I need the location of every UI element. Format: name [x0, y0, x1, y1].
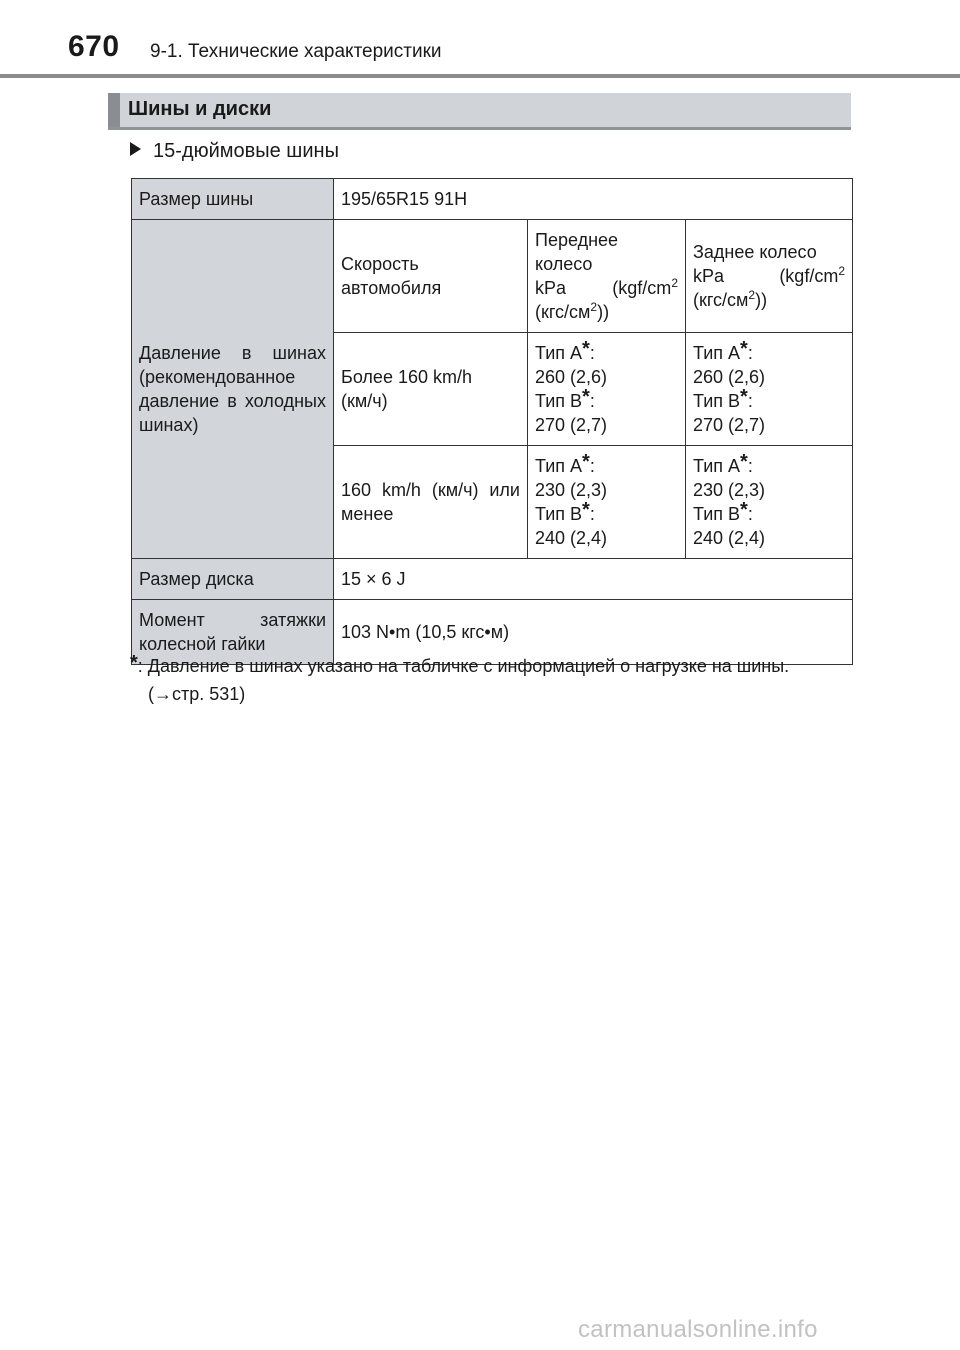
footnote-text: : Давление в шинах указано на табличке с информацией о нагрузке на шины.: [137, 656, 790, 676]
header-section-path: 9-1. Технические характеристики: [150, 41, 442, 62]
column-header-speed: [334, 220, 528, 333]
pressure-value: 230 (2,3): [535, 480, 608, 500]
watermark: carmanualsonline.info: [578, 1316, 818, 1343]
front-header-line: Переднее: [535, 230, 619, 250]
type-label: Тип A: [535, 343, 583, 363]
type-label: Тип B: [693, 504, 741, 524]
speed-line: 160 km/h (км/ч) или: [341, 480, 520, 500]
rim-size-value: 15 × 6 J: [334, 559, 853, 600]
front-pressure-cell: [528, 446, 686, 559]
colon: :: [747, 456, 753, 476]
rear-pressure-cell: [686, 446, 853, 559]
front-header-line: колесо: [535, 254, 593, 274]
table-row: [132, 179, 853, 220]
section-heading-bar: [108, 93, 851, 130]
type-label: Тип B: [693, 391, 741, 411]
footnote-line: [130, 652, 850, 680]
speed-line: (км/ч): [341, 391, 388, 411]
unit-kpa: kPa: [693, 266, 725, 286]
type-label: Тип A: [535, 456, 583, 476]
pressure-value: 230 (2,3): [693, 480, 766, 500]
type-line: [535, 386, 678, 413]
column-header-speed-line: Скорость: [341, 254, 419, 274]
pressure-value: 240 (2,4): [535, 528, 608, 548]
pressure-value: 260 (2,6): [693, 367, 766, 387]
asterisk-mark: *: [740, 386, 748, 408]
column-header-rear-wheel: [686, 220, 853, 333]
colon: :: [747, 504, 753, 524]
footnote: [130, 652, 850, 708]
speed-line: Более 160 km/h: [341, 367, 472, 387]
table-row: [132, 220, 853, 333]
asterisk-mark: *: [582, 451, 590, 473]
asterisk-mark: *: [582, 338, 590, 360]
speed-cell: [334, 446, 528, 559]
type-label: Тип A: [693, 343, 741, 363]
front-header-unit: [535, 276, 678, 300]
torque-label-line: Момент затяжки: [139, 610, 326, 630]
type-label: Тип A: [693, 456, 741, 476]
section-accent-block: [108, 93, 120, 127]
colon: :: [589, 504, 595, 524]
asterisk-mark: *: [740, 338, 748, 360]
rear-pressure-cell: [686, 333, 853, 446]
pressure-label-line: Давление в шинах: [139, 343, 326, 363]
column-header-speed-line: автомобиля: [341, 278, 442, 298]
colon: :: [589, 456, 595, 476]
unit-exponent: 2: [748, 288, 756, 302]
pressure-value: 260 (2,6): [535, 367, 608, 387]
pressure-value: 270 (2,7): [535, 415, 608, 435]
rim-size-label: Размер диска: [132, 559, 334, 600]
type-line: [693, 338, 845, 365]
unit-exponent: 2: [590, 300, 598, 314]
unit-ru-text: (кгс/см: [535, 302, 591, 322]
asterisk-mark: *: [740, 499, 748, 521]
asterisk-mark: *: [582, 386, 590, 408]
unit-kgf-text: (kgf/cm: [779, 266, 839, 286]
pressure-value: 270 (2,7): [693, 415, 766, 435]
asterisk-mark: *: [582, 499, 590, 521]
column-header-front-wheel: [528, 220, 686, 333]
unit-kgf-text: (kgf/cm: [612, 278, 672, 298]
footnote-reference: (→стр. 531): [148, 684, 246, 704]
pressure-label: [132, 220, 334, 559]
tire-size-label: Размер шины: [132, 179, 334, 220]
colon: :: [589, 343, 595, 363]
section-title: Шины и диски: [128, 98, 272, 120]
colon: :: [747, 343, 753, 363]
type-label: Тип B: [535, 391, 583, 411]
type-line: [535, 338, 678, 365]
type-line: [535, 451, 678, 478]
speed-line: менее: [341, 504, 394, 524]
footnote-asterisk: *: [130, 652, 138, 674]
colon: :: [589, 391, 595, 411]
asterisk-mark: *: [740, 451, 748, 473]
unit-ru-close: )): [597, 302, 610, 322]
triangle-bullet-icon: [130, 142, 141, 156]
torque-label-line: колесной гайки: [139, 634, 266, 654]
type-line: [693, 451, 845, 478]
rear-header-line: Заднее колесо: [693, 242, 817, 262]
subsection-heading: [130, 140, 339, 163]
pressure-value: 240 (2,4): [693, 528, 766, 548]
type-line: [693, 499, 845, 526]
unit-ru-close: )): [755, 290, 768, 310]
rear-header-unit: [693, 264, 845, 288]
torque-value: 103 N•m (10,5 кгс•м): [334, 600, 853, 665]
pressure-label-line: шинах): [139, 415, 199, 435]
unit-kgf: [779, 264, 845, 288]
tire-size-value: 195/65R15 91H: [334, 179, 853, 220]
page-header: [0, 0, 960, 80]
front-header-unit-ru: [535, 300, 678, 324]
type-line: [535, 499, 678, 526]
speed-cell: [334, 333, 528, 446]
type-line: [693, 386, 845, 413]
subsection-title: 15-дюймовые шины: [153, 140, 339, 162]
unit-ru-text: (кгс/см: [693, 290, 749, 310]
rear-header-unit-ru: [693, 288, 845, 312]
pressure-label-line: (рекомендованное: [139, 367, 296, 387]
header-rule: [0, 74, 960, 78]
unit-exponent: 2: [671, 276, 678, 290]
tire-spec-table: [131, 178, 853, 665]
type-label: Тип B: [535, 504, 583, 524]
unit-kgf: [612, 276, 678, 300]
page-number: 670: [68, 30, 120, 63]
pressure-label-line: давление в холодных: [139, 391, 326, 411]
unit-exponent: 2: [838, 264, 846, 278]
front-pressure-cell: [528, 333, 686, 446]
unit-kpa: kPa: [535, 278, 567, 298]
colon: :: [747, 391, 753, 411]
table-row: [132, 559, 853, 600]
